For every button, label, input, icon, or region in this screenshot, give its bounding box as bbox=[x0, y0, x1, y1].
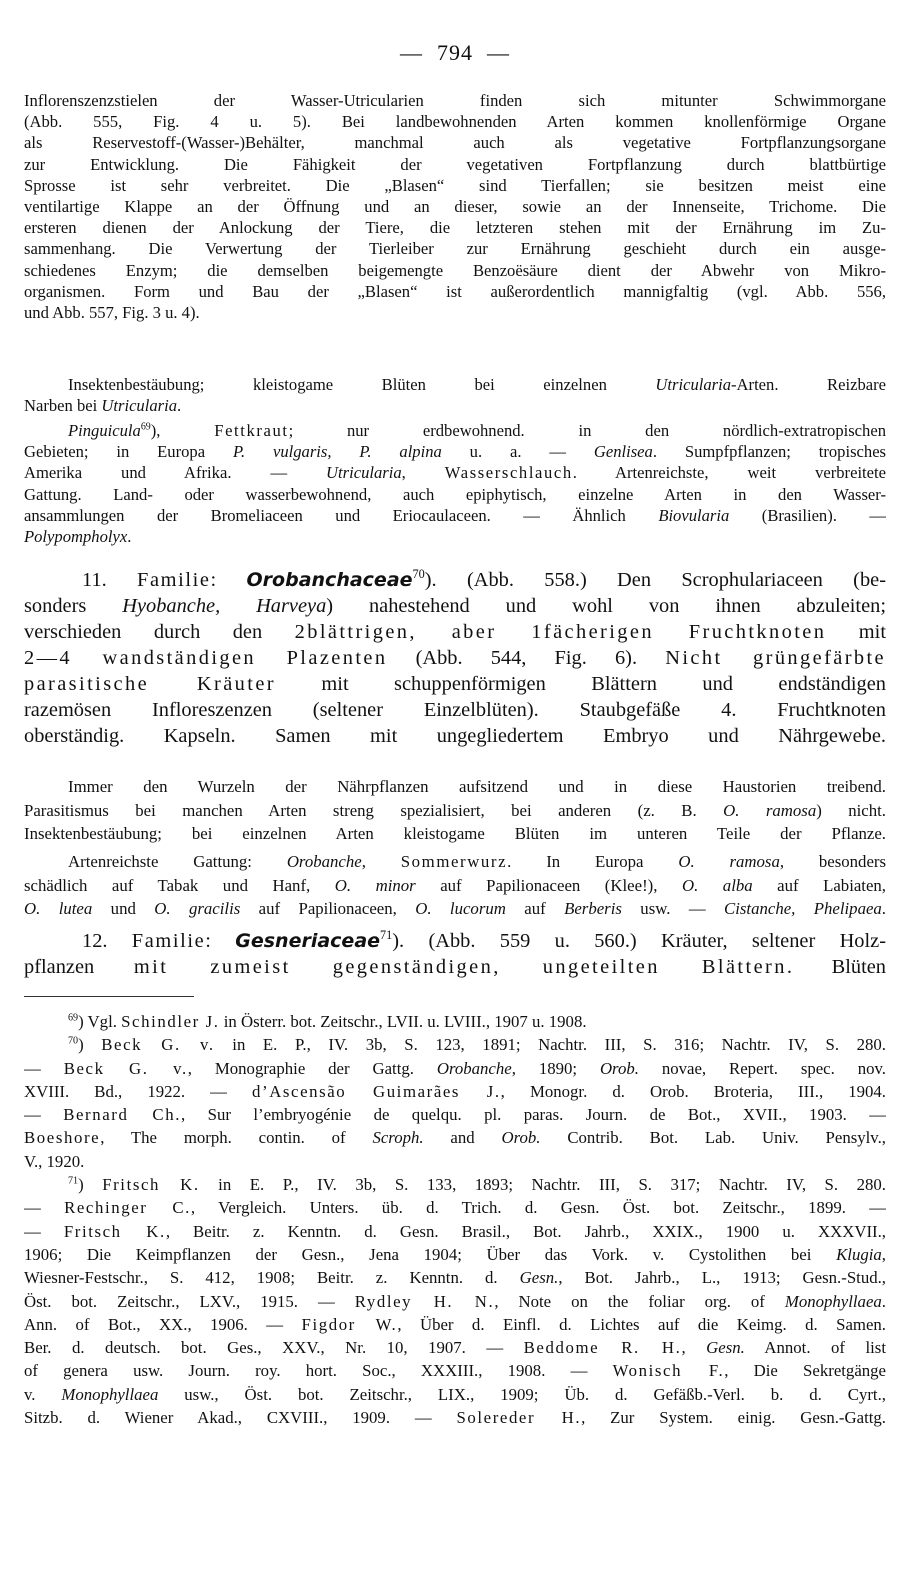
text-line: XVIII. Bd., 1922. — d’Ascensão Guimarães J., Monogr. d. Orob. Broteria, III., 1904. bbox=[24, 1081, 886, 1101]
section-familie-11 bbox=[24, 567, 886, 749]
text-line: und Abb. 557, Fig. 3 u. 4). bbox=[24, 303, 200, 323]
text-line: Sitzb. d. Wiener Akad., CXVIII., 1909. — Solereder H., Zur System. einig. Gesn.-Gattg. bbox=[24, 1408, 886, 1428]
section-heading: 12. Familie: Gesneriaceae$^{71}$). (Abb. 559 u. 560.) Kräuter, seltener Holz- bbox=[82, 928, 886, 952]
text-line: Ber. d. deutsch. bot. Ges., XXV., Nr. 10, 1907. — Beddome R. H., Gesn. Annot. of list bbox=[24, 1338, 886, 1358]
footnote-ref: 71 bbox=[380, 928, 393, 943]
text-line: Insektenbestäubung; bei einzelnen Arten kleistogame Blüten im unteren Teile der Pflanze. bbox=[24, 824, 886, 843]
footnote-71: $^{71}$) Fritsch K. in E. P., IV. 3b, S. 133, 1893; Nachtr. III, S. 317; Nachtr. IV, S. 280. bbox=[68, 1175, 886, 1195]
text-line: sonders Hyobanche, Harveya) nahestehend und wohl von ihnen abzuleiten; bbox=[24, 595, 886, 617]
text-line: Gebieten; in Europa P. vulgaris, P. alpina u. a. — Genlisea. Sumpfpflanzen; tropisches bbox=[24, 442, 886, 462]
text-line: Gattung. Land- oder wasserbewohnend, auch epiphytisch, einzelne Arten in den Wasser- bbox=[24, 484, 886, 504]
family-name: Gesneriaceae bbox=[235, 930, 381, 952]
text-line: pflanzen mit zumeist gegenständigen, ungeteilten Blättern. Blüten bbox=[24, 956, 886, 978]
footnote-divider bbox=[24, 996, 194, 997]
text-line: verschieden durch den 2blättrigen, aber 1fächerigen Fruchtknoten mit bbox=[24, 621, 886, 643]
text-line: of genera usw. Journ. roy. hort. Soc., XXXIII., 1908. — Wonisch F., Die Sekretgänge bbox=[24, 1361, 886, 1381]
text-line: O. lutea und O. gracilis auf Papilionaceen, O. lucorum auf Berberis usw. — Cistanche, Phelipaea. bbox=[24, 899, 886, 918]
text-line: — Rechinger C., Vergleich. Unters. üb. d. Trich. d. Gesn. Öst. bot. Zeitschr., 1899. — bbox=[24, 1198, 886, 1218]
paragraph-orobanche bbox=[24, 850, 886, 921]
footnote-ref: 70 bbox=[412, 567, 425, 582]
dash-right: — bbox=[487, 40, 510, 65]
paragraph-parasitism bbox=[24, 775, 886, 846]
text-line: Parasitismus bei manchen Arten streng spezialisiert, bei anderen (z. B. O. ramosa) nicht. bbox=[24, 800, 886, 820]
text-line: Amerika und Afrika. — Utricularia, Wasserschlauch. Artenreichste, weit verbreitete bbox=[24, 463, 886, 483]
paragraph-utricularia-organs bbox=[24, 90, 886, 323]
text-line: schädlich auf Tabak und Hanf, O. minor auf Papilionaceen (Klee!), O. alba auf Labiaten, bbox=[24, 875, 886, 895]
footnotes bbox=[24, 1010, 886, 1429]
text-line: Narben bei Utricularia. bbox=[24, 396, 182, 416]
text-line: — Beck G. v., Monographie der Gattg. Orobanche, 1890; Orob. novae, Repert. spec. nov. bbox=[24, 1058, 886, 1078]
text-line: oberständig. Kapseln. Samen mit ungegliedertem Embryo und Nährgewebe. bbox=[24, 725, 886, 747]
footnote-70: $^{70}$) Beck G. v. in E. P., IV. 3b, S. 123, 1891; Nachtr. III, S. 316; Nachtr. IV, S. 280. bbox=[68, 1035, 886, 1055]
text-line: — Bernard Ch., Sur l’embryogénie de quelqu. pl. paras. Journ. de Bot., XVII., 1903. — bbox=[24, 1105, 886, 1125]
page-number: 794 bbox=[437, 40, 473, 65]
footnote-ref: 69 bbox=[140, 421, 151, 433]
text-line: zur Entwicklung. Die Fähigkeit der vegetativen Fortpflanzung durch blattbürtige bbox=[24, 154, 886, 174]
text-line: organismen. Form und Bau der „Blasen“ ist außerordentlich mannigfaltig (vgl. Abb. 556, bbox=[24, 281, 886, 301]
text-line: ersteren dienen der Anlockung der Tiere, die letzteren stehen mit der Ernährung im Zu- bbox=[24, 218, 886, 238]
page-header bbox=[0, 40, 910, 66]
text-line: Polypompholyx. bbox=[24, 527, 132, 547]
text-line: Pinguicula$^{69}$), Fettkraut; nur erdbewohnend. in den nördlich-extratropischen bbox=[68, 421, 886, 440]
paragraph-insect-pollination bbox=[24, 374, 886, 416]
footnote-69: $^{69}$) Vgl. Schindler J. in Österr. bot. Zeitschr., LVII. u. LVIII., 1907 u. 1908. bbox=[68, 1012, 587, 1031]
text-line: Artenreichste Gattung: Orobanche, Sommerwurz. In Europa O. ramosa, besonders bbox=[68, 852, 886, 871]
text-line: ansammlungen der Bromeliaceen und Eriocaulaceen. — Ähnlich Biovularia (Brasilien). — bbox=[24, 505, 886, 525]
family-name: Orobanchaceae bbox=[246, 569, 413, 591]
text-line: schiedenes Enzym; die demselben beigemengte Benzoësäure dient der Abwehr von Mikro- bbox=[24, 260, 886, 280]
section-familie-12 bbox=[24, 928, 886, 980]
text-line: parasitische Kräuter mit schuppenförmigen Blättern und endständigen bbox=[24, 673, 886, 695]
text-line: Sprosse ist sehr verbreitet. Die „Blasen“ sind Tierfallen; sie besitzen meist eine bbox=[24, 175, 886, 195]
text-line: als Reservestoff-(Wasser-)Behälter, manchmal auch als vegetative Fortpflanzungsorgane bbox=[24, 133, 886, 153]
dash-left: — bbox=[400, 40, 423, 65]
text-line: — Fritsch K., Beitr. z. Kenntn. d. Gesn. Brasil., Bot. Jahrb., XXIX., 1900 u. XXXVII., bbox=[24, 1221, 886, 1241]
text-line: Immer den Wurzeln der Nährpflanzen aufsitzend und in diese Haustorien treibend. bbox=[68, 777, 886, 796]
text-line: 1906; Die Keimpflanzen der Gesn., Jena 1904; Über das Vork. v. Cystolithen bei Klugia, bbox=[24, 1244, 886, 1264]
text-line: v. Monophyllaea usw., Öst. bot. Zeitschr., LIX., 1909; Üb. d. Gefäßb.-Verl. b. d. Cyrt., bbox=[24, 1384, 886, 1404]
text-line: Öst. bot. Zeitschr., LXV., 1915. — Rydley H. N., Note on the foliar org. of Monophyllaea. bbox=[24, 1291, 886, 1311]
paragraph-genera bbox=[24, 420, 886, 547]
text-line: Wiesner-Festschr., S. 412, 1908; Beitr. z. Kenntn. d. Gesn., Bot. Jahrb., L., 1913; Gesn.-Stud., bbox=[24, 1268, 886, 1288]
text-line: Insektenbestäubung; kleistogame Blüten bei einzelnen Utricularia-Arten. Reizbare bbox=[68, 375, 886, 394]
text-line: Boeshore, The morph. contin. of Scroph. and Orob. Contrib. Bot. Lab. Univ. Pensylv., bbox=[24, 1128, 886, 1148]
text-line: sammenhang. Die Verwertung der Tierleiber zur Ernährung geschieht durch ein ausge- bbox=[24, 239, 886, 259]
text-line: razemösen Infloreszenzen (seltener Einzelblüten). Staubgefäße 4. Fruchtknoten bbox=[24, 699, 886, 721]
text-line: (Abb. 555, Fig. 4 u. 5). Bei landbewohnenden Arten kommen knollenförmige Organe bbox=[24, 112, 886, 132]
text-line: ventilartige Klappe an der Öffnung und an dieser, sowie an der Innenseite, Trichome. Die bbox=[24, 197, 886, 217]
text-line: Inflorenszenzstielen der Wasser-Utricularien finden sich mitunter Schwimmorgane bbox=[24, 91, 886, 110]
text-line: Ann. of Bot., XX., 1906. — Figdor W., Über d. Einfl. d. Lichtes auf die Keimg. d. Samen. bbox=[24, 1314, 886, 1334]
text-line: 2—4 wandständigen Plazenten (Abb. 544, Fig. 6). Nicht grüngefärbte bbox=[24, 647, 886, 669]
section-heading: 11. Familie: Orobanchaceae$^{70}$). (Abb. 558.) Den Scrophulariaceen (be- bbox=[82, 567, 886, 591]
text-line: V., 1920. bbox=[24, 1151, 85, 1171]
